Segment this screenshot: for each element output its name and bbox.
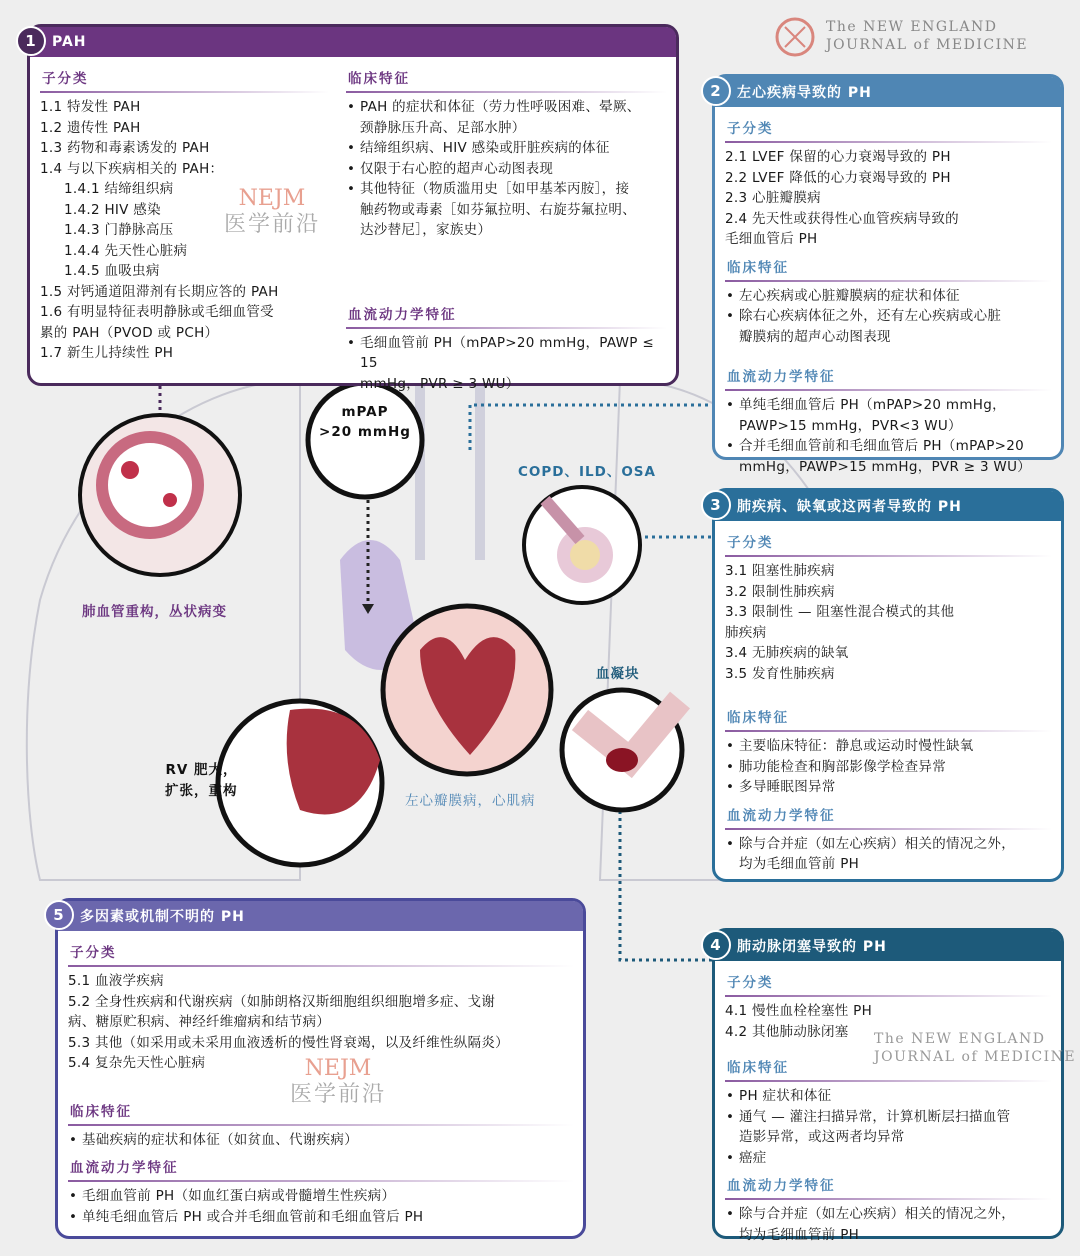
section	[725, 111, 1051, 250]
logo-line-2: JOURNAL of MEDICINE	[826, 37, 1029, 53]
group-title: 肺动脉闭塞导致的 PH	[737, 939, 887, 955]
bullet-item: • 除与合并症（如左心疾病）相关的情况之外， 均为毛细血管前 PH	[725, 1204, 1051, 1245]
section	[346, 297, 666, 395]
left-heart-circle	[383, 606, 551, 774]
mpap-label: mPAP >20 mmHg	[319, 404, 411, 440]
logo-line-1: The NEW ENGLAND	[826, 19, 998, 35]
section	[346, 61, 666, 241]
list-item: 1.4 与以下疾病相关的 PAH：	[40, 160, 224, 177]
clot-circle	[562, 690, 682, 810]
section-heading: 临床特征	[725, 700, 1051, 732]
group-column	[346, 61, 666, 394]
group-header	[710, 77, 1061, 107]
watermark-brand: NEJM	[304, 1056, 372, 1081]
group-column	[725, 525, 1051, 875]
logo-line-2: JOURNAL of MEDICINE	[874, 1049, 1077, 1065]
list-item: 1.4.5 血吸虫病	[64, 263, 160, 279]
bullet-item: • 通气 — 灌注扫描异常，计算机断层扫描血管 造影异常，或这两者均异常	[725, 1107, 1051, 1148]
bullet-item: • 主要临床特征：静息或运动时慢性缺氧	[725, 736, 1051, 757]
watermark-sub: 医学前沿	[290, 1082, 387, 1107]
group-title: PAH	[52, 34, 87, 50]
list-item: 3.5 发育性肺疾病	[725, 665, 835, 682]
group-number-badge: 5	[44, 900, 74, 930]
bullet-item: • 仅限于右心腔的超声心动图表现	[346, 159, 666, 180]
group-body	[30, 57, 676, 400]
section-heading: 临床特征	[68, 1094, 573, 1126]
rv-circle	[218, 701, 382, 865]
list-item: 3.1 阻塞性肺疾病	[725, 563, 835, 579]
section-heading: 临床特征	[725, 250, 1051, 282]
list-item: 3.2 限制性肺疾病	[725, 583, 835, 600]
bullet-item: • 其他特征（物质滥用史［如甲基苯丙胺］，接 触药物或毒素［如芬氟拉明、右旋芬氟拉明、 达沙替尼］，家族史）	[346, 179, 666, 241]
vascular-remodel-circle	[80, 415, 240, 575]
list-item: 4.2 其他肺动脉闭塞	[725, 1023, 849, 1040]
list-item: 5.1 血液学疾病	[68, 973, 164, 989]
list-item: 1.4.3 门静脉高压	[64, 222, 174, 238]
nejm-seal-top-icon	[777, 19, 813, 55]
list-item: 2.1 LVEF 保留的心力衰竭导致的 PH	[725, 149, 951, 165]
bullet-item: • 结缔组织病、HIV 感染或肝脏疾病的体征	[346, 138, 666, 159]
bullet-item: • 单纯毛细血管后 PH（mPAP>20 mmHg， PAWP>15 mmHg，PVR<3 WU）	[725, 395, 1051, 436]
bullet-item: • PH 症状和体征	[725, 1086, 1051, 1107]
group-header	[25, 27, 676, 57]
bullet-item: • 除与合并症（如左心疾病）相关的情况之外， 均为毛细血管前 PH	[725, 834, 1051, 875]
group-title: 左心疾病导致的 PH	[737, 85, 872, 101]
group-column	[725, 965, 1051, 1245]
list-item: 5.3 其他（如采用或未采用血液透析的慢性肾衰竭，以及纤维性纵隔炎）	[68, 1034, 509, 1051]
list-item: 2.4 先天性或获得性心血管疾病导致的 毛细血管后 PH	[725, 210, 959, 247]
nejm-watermark-2	[290, 1056, 386, 1108]
list-item: 1.4.1 结缔组织病	[64, 181, 174, 197]
section-heading: 血流动力学特征	[725, 1168, 1051, 1200]
group-body	[715, 107, 1061, 483]
section	[725, 1168, 1051, 1245]
list-item: 1.3 药物和毒素诱发的 PAH	[40, 140, 210, 156]
group-header	[710, 491, 1061, 521]
group-header	[53, 901, 583, 931]
watermark-brand: NEJM	[238, 186, 306, 211]
rv-label: RV 肥大， 扩张，重构	[165, 762, 238, 799]
section	[725, 359, 1051, 477]
list-item: 1.2 遗传性 PAH	[40, 119, 141, 136]
bullet-item: • PAH 的症状和体征（劳力性呼吸困难、晕厥、 颈静脉压升高、足部水肿）	[346, 97, 666, 138]
group-4-pa-obstruction	[710, 928, 1064, 1243]
section-heading: 子分类	[68, 935, 573, 967]
group-body	[715, 961, 1061, 1251]
list-item: 2.2 LVEF 降低的心力衰竭导致的 PH	[725, 169, 951, 186]
clot-label: 血凝块	[596, 666, 640, 682]
section-heading: 血流动力学特征	[725, 359, 1051, 391]
group-number-badge: 1	[16, 26, 46, 56]
bullet-item: • 癌症	[725, 1148, 1051, 1169]
section	[68, 1150, 573, 1227]
list-item: 4.1 慢性血栓栓塞性 PH	[725, 1003, 873, 1019]
group-title: 多因素或机制不明的 PH	[80, 909, 245, 925]
section-heading: 子分类	[40, 61, 328, 93]
bullet-item: • 多导睡眠图异常	[725, 777, 1051, 798]
section	[725, 1050, 1051, 1168]
list-item: 1.5 对钙通道阻滞剂有长期应答的 PAH	[40, 283, 279, 300]
group-number-badge: 4	[701, 930, 731, 960]
section-heading: 子分类	[725, 111, 1051, 143]
group-column	[725, 111, 1051, 477]
bullet-item: • 单纯毛细血管后 PH 或合并毛细血管前和毛细血管后 PH	[68, 1207, 573, 1228]
list-item: 1.4.4 先天性心脏病	[64, 242, 188, 259]
bullet-item: • 毛细血管前 PH（如血红蛋白病或骨髓增生性疾病）	[68, 1186, 573, 1207]
list-item: 3.3 限制性 — 阻塞性混合模式的其他 肺疾病	[725, 604, 955, 641]
section-heading: 血流动力学特征	[346, 297, 666, 329]
group-header	[710, 931, 1061, 961]
nejm-logo-top	[826, 18, 1028, 54]
list-item: 1.4.2 HIV 感染	[64, 201, 161, 218]
list-item: 1.6 有明显特征表明静脉或毛细血管受 累的 PAH（PVOD 或 PCH）	[40, 304, 274, 341]
bullet-item: • 毛细血管前 PH（mPAP>20 mmHg，PAWP ≤ 15 mmHg，PVR ≥ 3 WU）	[346, 333, 666, 395]
group-number-badge: 3	[701, 490, 731, 520]
bullet-item: • 除右心疾病体征之外，还有左心疾病或心脏 瓣膜病的超声心动图表现	[725, 306, 1051, 347]
nejm-watermark-1	[224, 186, 320, 238]
list-item: 3.4 无肺疾病的缺氧	[725, 645, 849, 661]
section	[725, 525, 1051, 684]
lung-alveoli-circle	[524, 487, 640, 603]
left-heart-label: 左心瓣膜病，心肌病	[405, 793, 536, 809]
list-item: 2.3 心脏瓣膜病	[725, 190, 821, 206]
logo-line-1: The NEW ENGLAND	[874, 1031, 1046, 1047]
section-heading: 临床特征	[725, 1050, 1051, 1082]
section	[725, 798, 1051, 875]
remodel-label: 肺血管重构，丛状病变	[82, 604, 227, 620]
watermark-sub: 医学前沿	[224, 212, 321, 237]
group-number-badge: 2	[701, 76, 731, 106]
section	[725, 700, 1051, 798]
section-heading: 子分类	[725, 525, 1051, 557]
section	[68, 935, 573, 1074]
group-3-lung-disease	[712, 488, 1064, 882]
bullet-item: • 基础疾病的症状和体征（如贫血、代谢疾病）	[68, 1130, 573, 1151]
section-heading: 血流动力学特征	[68, 1150, 573, 1182]
bullet-item: • 肺功能检查和胸部影像学检查异常	[725, 757, 1051, 778]
list-item: 1.1 特发性 PAH	[40, 99, 141, 115]
list-item: 5.4 复杂先天性心脏病	[68, 1055, 206, 1071]
group-body	[715, 521, 1061, 881]
nejm-logo-mid	[874, 1030, 1076, 1066]
copd-label: COPD、ILD、OSA	[518, 464, 656, 480]
section-heading: 血流动力学特征	[725, 798, 1051, 830]
group-1-pah	[25, 24, 679, 392]
list-item: 5.2 全身性疾病和代谢疾病（如肺朗格汉斯细胞组织细胞增多症、戈谢 病、糖原贮积病、神经纤维瘤病和结节病）	[68, 993, 496, 1030]
bullet-item: • 左心疾病或心脏瓣膜病的症状和体征	[725, 286, 1051, 307]
bullet-item: • 合并毛细血管前和毛细血管后 PH（mPAP>20 mmHg，PAWP>15 mmHg，PVR ≥ 3 WU）	[725, 436, 1051, 477]
connector-4	[620, 790, 712, 960]
group-2-left-heart	[710, 74, 1064, 475]
group-title: 肺疾病、缺氧或这两者导致的 PH	[737, 499, 962, 515]
section-heading: 临床特征	[346, 61, 666, 93]
section-heading: 子分类	[725, 965, 1051, 997]
connector-2	[470, 405, 712, 450]
section	[725, 250, 1051, 348]
list-item: 1.7 新生儿持续性 PH	[40, 345, 174, 361]
